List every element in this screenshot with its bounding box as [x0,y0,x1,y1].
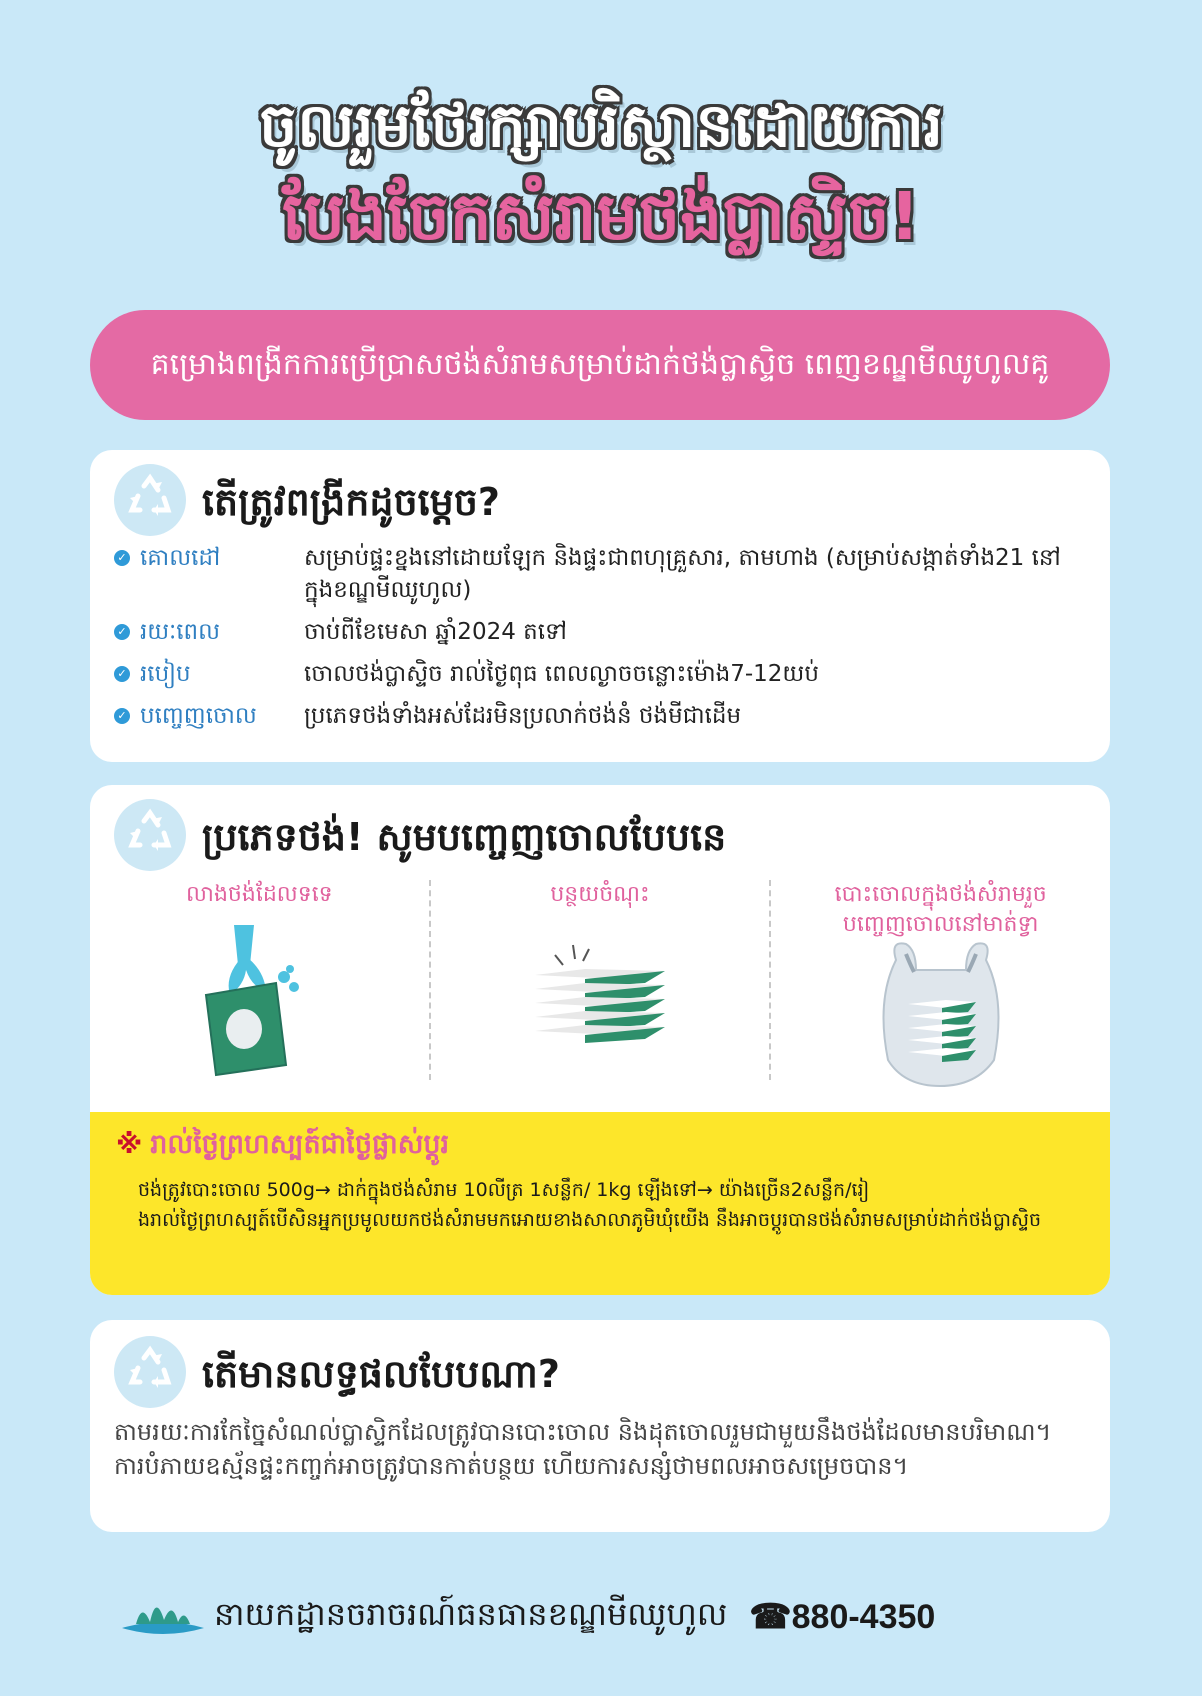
check-icon: ✓ [114,550,130,566]
section-heading: តើមានលទ្ធផលបែបណា? [202,1352,560,1396]
section-heading: ប្រភេទថង់! សូមបញ្ចេញចោលបែបនេ [202,815,727,859]
step-caption: លាងថង់ដែលទទេ [186,882,333,907]
step-wash [90,880,429,1080]
step-caption: បោះចោលក្នុងថង់សំរាមរួច បញ្ចេញចោលនៅមាត់ទ្វា [834,882,1047,937]
mountain-logo-icon [120,1588,206,1646]
notice-title-row [116,1128,1084,1167]
subtitle-text: គម្រោងពង្រីកការប្រើប្រាសថង់សំរាមសម្រាប់ដាក់ថង់ប្លាស្ទិច ពេញខណ្ឌមីឈូហូលគូ [150,347,1050,382]
title-line-1: ចូលរួមថែរក្សាបរិស្ថានដោយការ [259,91,943,161]
poster-title [0,92,1202,255]
info-row [114,542,1084,606]
trash-bag-icon [876,940,1006,1094]
notice-mark: ※ [116,1129,143,1160]
title-line-2: បែងចែកសំរាមថង់ប្លាស្ទិច! [282,178,920,255]
organization-name: នាយកដ្ឋានចរាចរណ៍ធនធានខណ្ឌមីឈូហូល [214,1594,728,1633]
row-value: ចាប់ពីខែមេសា ឆ្នាំ2024 តទៅ [304,619,567,645]
notice-line: ងរាល់ថ្ងៃព្រហស្បត៍បើសិនអ្នកប្រមូលយកថង់សំរាមមកអោយខាងសាលាភូមិឃុំយើង នឹងអាចប្ដូរបានថង់សំរាមសម្រាប់ដាក់ថង់ប្លាស្ទិច [138,1209,1042,1231]
section-heading: តើត្រូវពង្រីកដូចម្ដេច? [202,480,500,524]
check-icon: ✓ [114,708,130,724]
footer [120,1582,935,1652]
row-label: រយៈពេល [140,619,221,645]
row-value: សម្រាប់ផ្ទះខ្នងនៅដោយឡែក និងផ្ទះជាពហុគ្រួសារ, តាមហាង (សម្រាប់សង្កាត់ទាំង21 នៅក្នុងខណ្ឌមីឈូហូល) [304,545,1061,603]
row-label: របៀប [140,661,191,687]
step-caption: បន្ថយចំណុះ [550,882,650,907]
notice-line: ថង់ត្រូវបោះចោល 500g→ ដាក់ក្នុងថង់សំរាម 10លីត្រ 1សន្លឹក/ 1kg ឡើងទៅ→ យ៉ាងច្រើន2សន្លឹក/រៀ [138,1179,870,1201]
recycle-icon [114,464,186,536]
folded-bags-icon [525,935,675,1059]
info-row [114,700,1084,732]
info-row [114,616,1084,648]
notice-title: រាល់ថ្ងៃព្រហស្បត៍ជាថ្ងៃផ្លាស់ប្ដូរ [150,1129,450,1160]
row-value: ចោលថង់ប្លាស្ទិច រាល់ថ្ងៃពុធ ពេលល្ងាចចន្លោះម៉ោង7-12យប់ [304,661,819,687]
info-row [114,658,1084,690]
info-rows [114,542,1084,742]
subtitle-banner [90,310,1110,420]
result-text: តាមរយៈការកែច្នៃសំណល់ប្លាស្ទិកដែលត្រូវបានបោះចោល និងដុតចោលរួមជាមួយនឹងថង់ដែលមានបរិមាណ។ការបំភាយឧស្ម័នផ្ទះកញ្ចក់អាចត្រូវបានកាត់បន្ថយ ហើយការសន្សំថាមពលអាចសម្រេចបាន។ [114,1418,1052,1480]
step-dispose [769,880,1110,1080]
row-label: គោលដៅ [140,545,221,571]
how-card [90,450,1110,762]
check-icon: ✓ [114,624,130,640]
row-label: បញ្ចេញចោល [140,703,257,729]
row-value: ប្រភេទថង់ទាំងអស់ដែរមិនប្រលាក់ថង់នំ ថង់មីជាដើម [304,703,742,729]
steps-row [90,880,1110,1080]
exchange-notice [90,1112,1110,1295]
check-icon: ✓ [114,666,130,682]
phone-number: ☎880-4350 [749,1598,936,1636]
washing-bag-icon [194,925,324,1089]
bag-types-card [90,785,1110,1295]
result-card [90,1320,1110,1532]
recycle-icon [114,799,186,871]
recycle-icon [114,1336,186,1408]
step-reduce [429,880,770,1080]
